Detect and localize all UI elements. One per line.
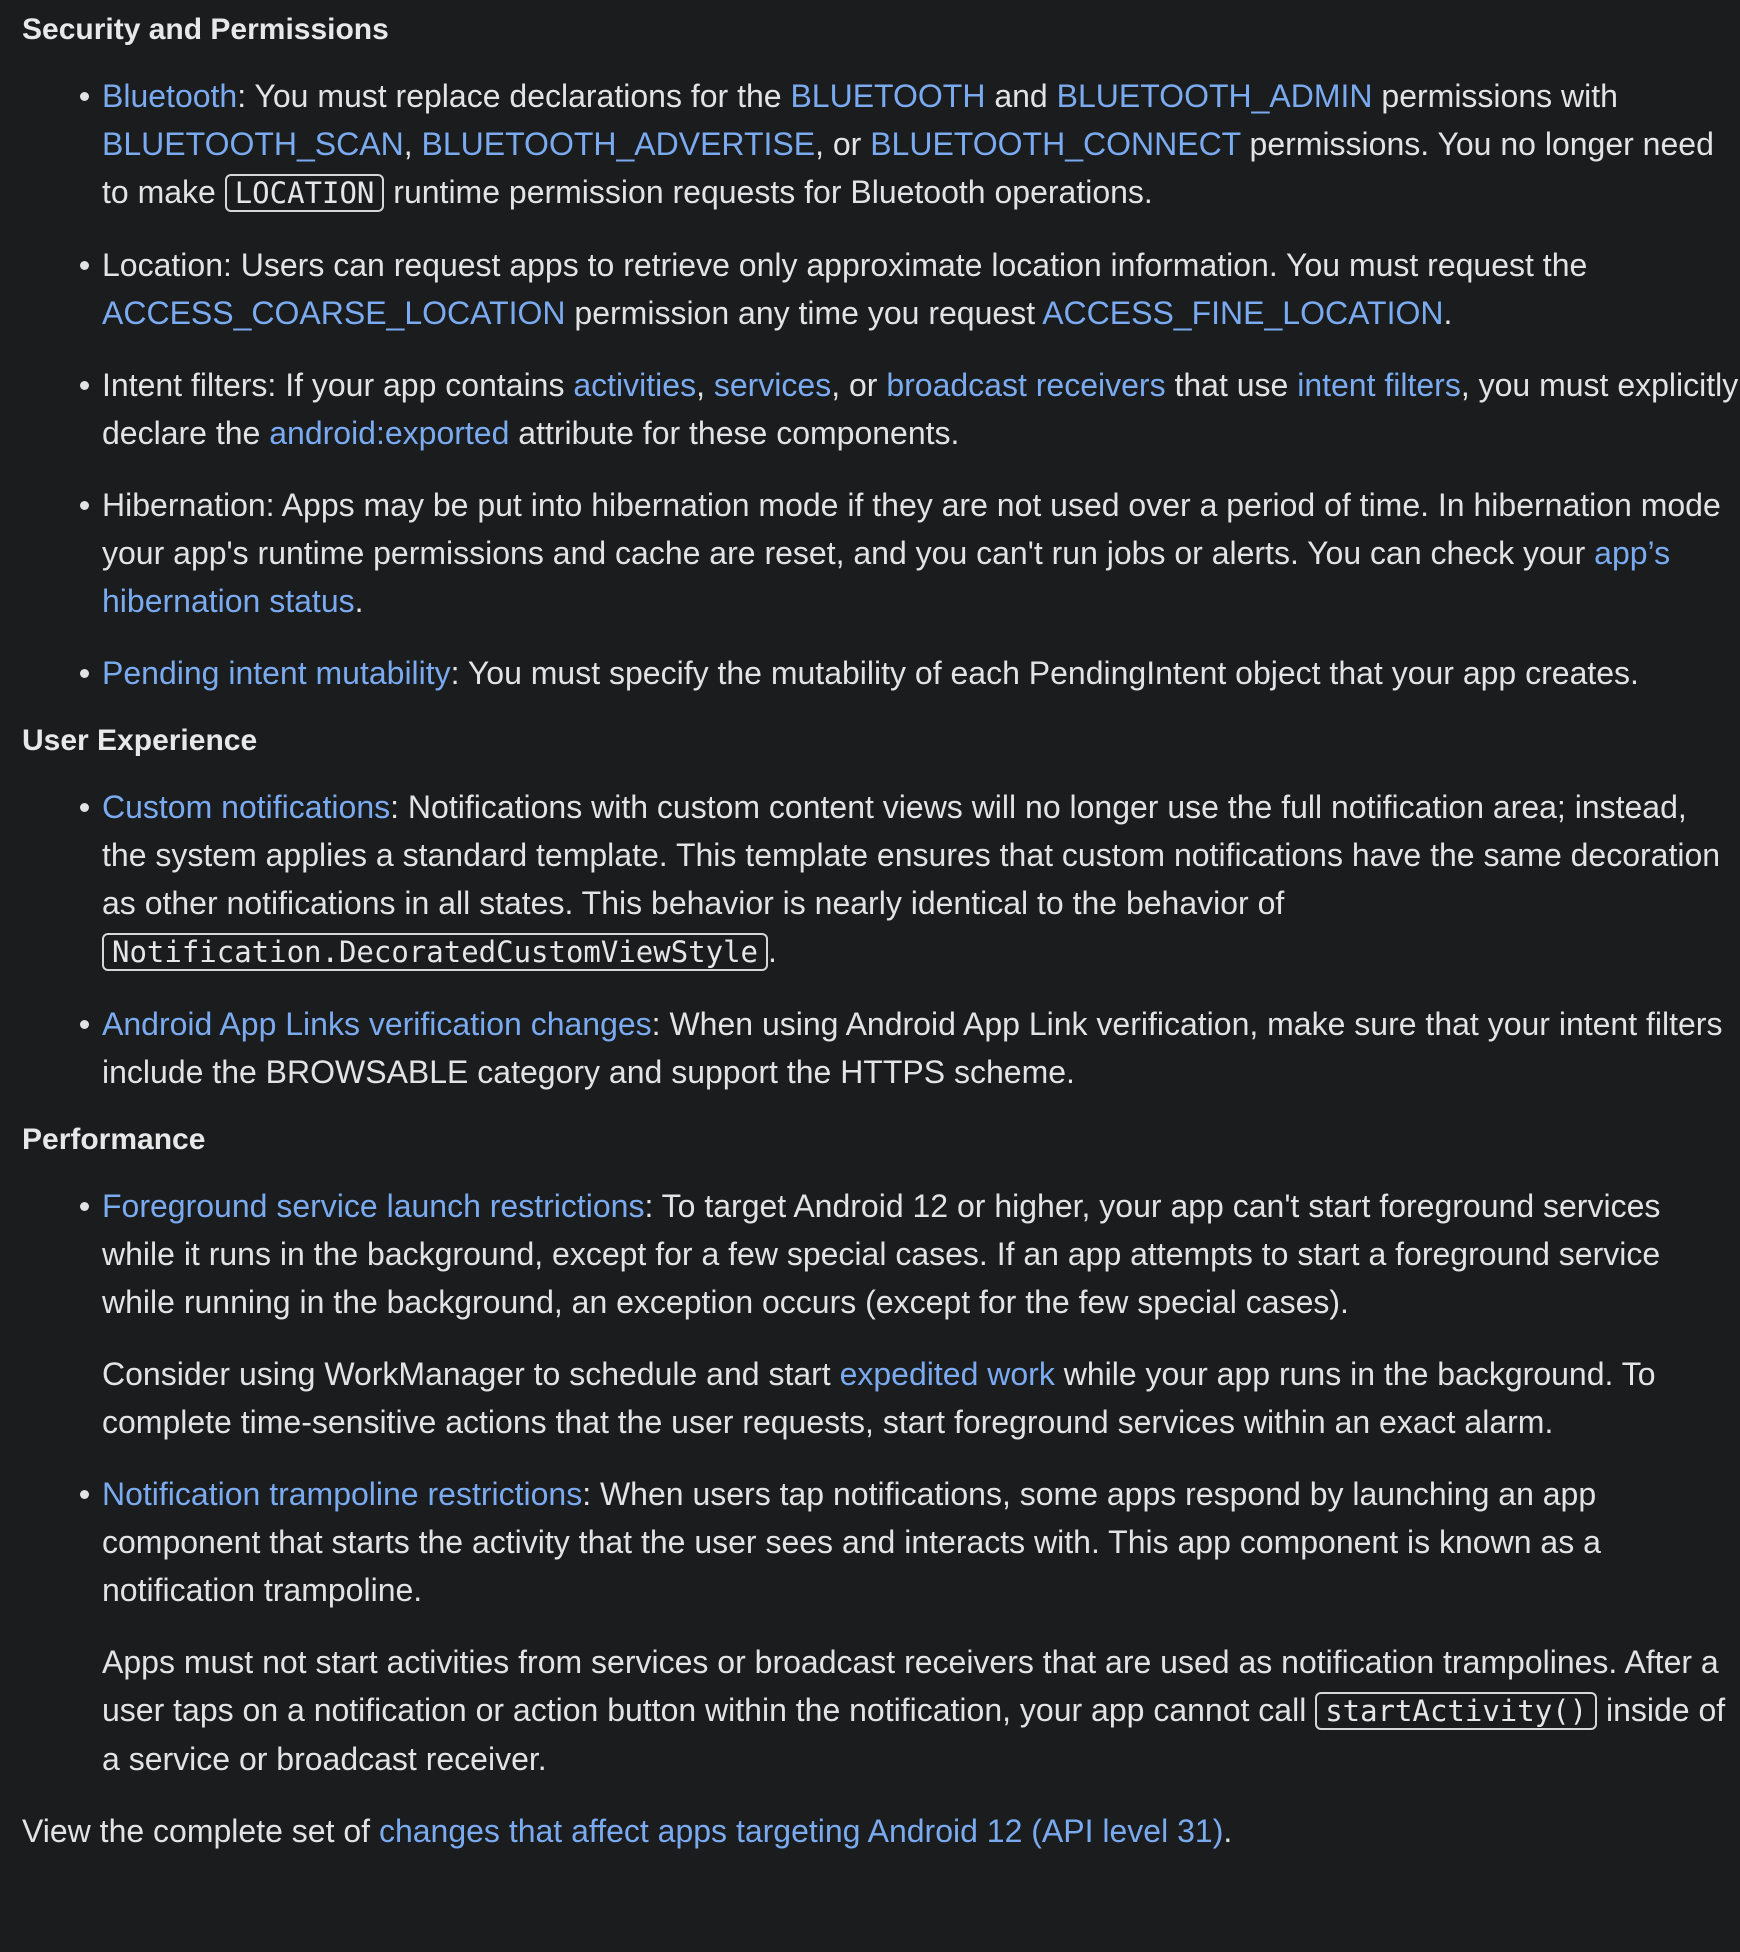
security-list [22, 72, 1740, 697]
text: Intent filters: If your app contains [102, 367, 574, 403]
link-intent-filters[interactable]: intent filters [1297, 367, 1461, 403]
text: permission any time you request [565, 295, 1043, 331]
link-bluetooth-advertise[interactable]: BLUETOOTH_ADVERTISE [421, 126, 816, 162]
text: , or [831, 367, 887, 403]
text: while your app runs in the background. To complete time-sensitive actions that the user requests, start foreground services within an exact alarm. [102, 1356, 1656, 1440]
ux-list [22, 783, 1740, 1096]
paragraph-workmanager [102, 1350, 1740, 1446]
link-bluetooth[interactable]: Bluetooth [102, 78, 238, 114]
link-bluetooth-connect[interactable]: BLUETOOTH_CONNECT [870, 126, 1241, 162]
link-notification-trampoline-restrictions[interactable]: Notification trampoline restrictions [102, 1476, 583, 1512]
section-title-security: Security and Permissions [22, 13, 389, 46]
text: Consider using WorkManager to schedule and start [102, 1356, 840, 1392]
link-custom-notifications[interactable]: Custom notifications [102, 789, 391, 825]
list-item-app-links [102, 1000, 1740, 1096]
link-android-exported[interactable]: android:exported [269, 415, 510, 451]
text: and [985, 78, 1057, 114]
section-title-performance: Performance [22, 1123, 206, 1156]
text: , or [815, 126, 871, 162]
link-access-coarse-location[interactable]: ACCESS_COARSE_LOCATION [102, 295, 566, 331]
code-start-activity: startActivity() [1315, 1692, 1597, 1730]
link-broadcast-receivers[interactable]: broadcast receivers [886, 367, 1166, 403]
text: : When using Android App Link verification, make sure that your intent filters include the BROWSABLE category and support the HTTPS scheme. [102, 1006, 1723, 1090]
text: : You must replace declarations for the [237, 78, 791, 114]
text: : To target Android 12 or higher, your app can't start foreground services while it runs in the background, except for a few special cases. If an app attempts to start a foreground service while running in the background, an exception occurs (except for the few special cases). [102, 1188, 1661, 1320]
text: that use [1165, 367, 1298, 403]
list-item-custom-notifications [102, 783, 1740, 976]
text: : Notifications with custom content views will no longer use the full notification area; instead, the system applies a standard template. This template ensures that custom notifications have the same decoration as other notifications in all states. This behavior is nearly identical to the behavior of [102, 789, 1721, 921]
text: attribute for these components. [509, 415, 960, 451]
text: Location: Users can request apps to retrieve only approximate location information. You must request the [102, 247, 1588, 283]
text: , you must explicitly declare the [102, 367, 1739, 451]
link-bluetooth-permission[interactable]: BLUETOOTH [790, 78, 986, 114]
text: runtime permission requests for Bluetooth operations. [384, 174, 1153, 210]
list-item-location [102, 241, 1740, 337]
text: : When users tap notifications, some apps respond by launching an app component that starts the activity that the user sees and interacts with. This app component is known as a notification trampoline. [102, 1476, 1601, 1608]
text: . [768, 933, 777, 969]
link-activities[interactable]: activities [573, 367, 697, 403]
text: . [1443, 295, 1453, 331]
link-access-fine-location[interactable]: ACCESS_FINE_LOCATION [1042, 295, 1444, 331]
text: : You must specify the mutability of each PendingIntent object that your app creates. [450, 655, 1639, 691]
link-services[interactable]: services [713, 367, 832, 403]
code-decorated-custom-view-style: Notification.DecoratedCustomViewStyle [102, 933, 768, 971]
paragraph-trampoline-detail [102, 1638, 1740, 1783]
text: permissions. You no longer need to make [102, 126, 1714, 210]
text: , [403, 126, 422, 162]
footer-paragraph [22, 1807, 1740, 1855]
list-item-foreground-service [102, 1182, 1740, 1446]
text: permissions with [1372, 78, 1618, 114]
link-android-12-changes[interactable]: changes that affect apps targeting Android 12 (API level 31) [378, 1813, 1224, 1849]
link-foreground-service-restrictions[interactable]: Foreground service launch restrictions [102, 1188, 645, 1224]
performance-list [22, 1182, 1740, 1783]
text: View the complete set of [22, 1813, 379, 1849]
code-location: LOCATION [225, 174, 385, 212]
text: inside of a service or broadcast receiver. [102, 1692, 1726, 1777]
text: Apps must not start activities from services or broadcast receivers that are used as notification trampolines. After a user taps on a notification or action button within the notification, your app cannot call [102, 1644, 1719, 1728]
list-item-bluetooth [102, 72, 1740, 217]
text: , [696, 367, 714, 403]
link-bluetooth-admin[interactable]: BLUETOOTH_ADMIN [1056, 78, 1373, 114]
text: . [1223, 1813, 1233, 1849]
list-item-intent-filters [102, 361, 1740, 457]
link-app-links-verification[interactable]: Android App Links verification changes [102, 1006, 652, 1042]
list-item-hibernation [102, 481, 1740, 625]
text: Hibernation: Apps may be put into hibernation mode if they are not used over a period of time. In hibernation mode your app's runtime permissions and cache are reset, and you can't run jobs or alerts. You can check your [102, 487, 1721, 571]
section-title-user-experience: User Experience [22, 724, 258, 757]
text: . [354, 583, 364, 619]
link-bluetooth-scan[interactable]: BLUETOOTH_SCAN [102, 126, 404, 162]
link-hibernation-status[interactable]: app’s hibernation status [102, 535, 1671, 619]
list-item-pending-intent [102, 649, 1740, 697]
link-expedited-work[interactable]: expedited work [839, 1356, 1055, 1392]
list-item-notification-trampoline [102, 1470, 1740, 1783]
link-pending-intent-mutability[interactable]: Pending intent mutability [102, 655, 451, 691]
